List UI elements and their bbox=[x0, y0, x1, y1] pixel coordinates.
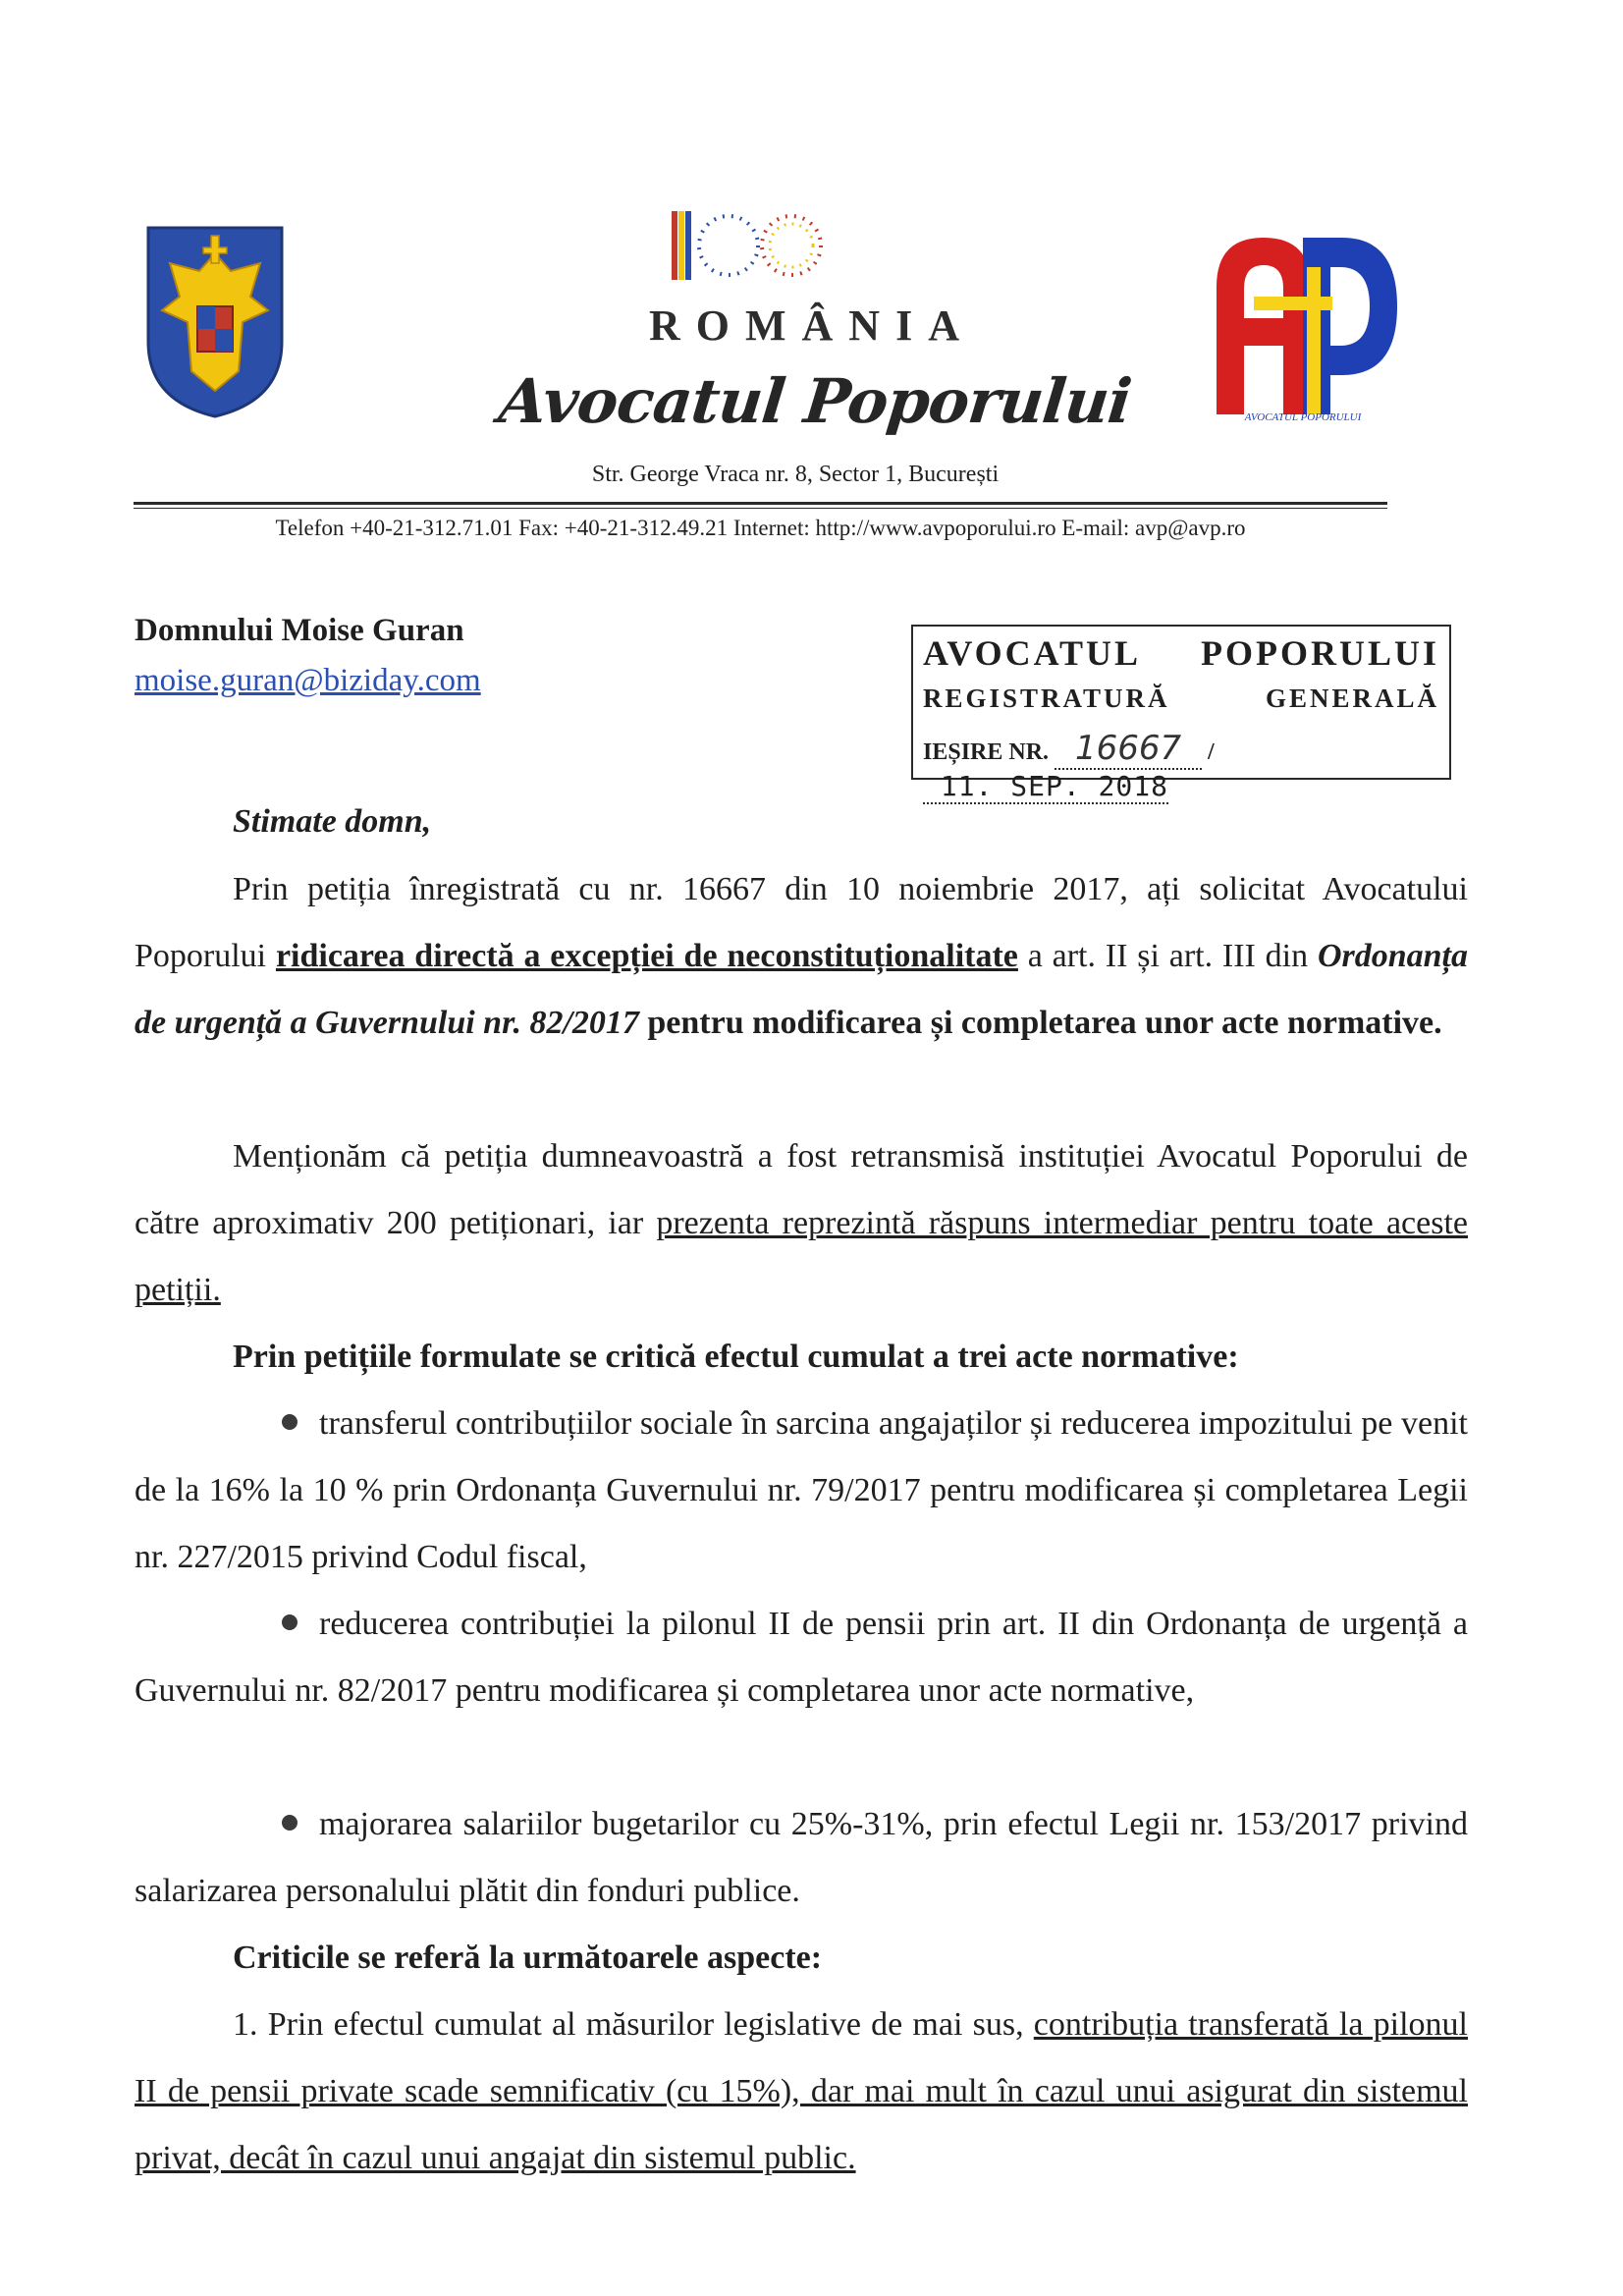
paragraph-5 bbox=[135, 1992, 1468, 2192]
header-rule bbox=[134, 502, 1387, 505]
stamp-word: GENERALĂ bbox=[1265, 683, 1439, 713]
stamp-word: POPORULUI bbox=[1201, 633, 1439, 673]
ap-logo bbox=[1205, 228, 1401, 424]
bullet-dot-icon bbox=[282, 1414, 298, 1430]
bullet-text: reducerea contribuției la pilonul II de pensii prin art. II din Ordonanța de urgență a Guvernului nr. 82/2017 pentru modificarea și completarea unor acte normative, bbox=[135, 1606, 1468, 1709]
bullet-item bbox=[135, 1391, 1468, 1591]
paragraph-3: Prin petițiile formulate se critică efectul cumulat a trei acte normative: bbox=[233, 1339, 1239, 1375]
country-name: ROMÂNIA bbox=[649, 301, 975, 350]
ap-logo-text: AVOCATUL POPORULUI bbox=[1244, 411, 1362, 423]
text-span: Prin petiția înregistrată cu nr. 16667 din 10 noiembrie 2017, ați solicitat Avocatului Poporului bbox=[135, 871, 1468, 974]
romania-coat-of-arms bbox=[144, 224, 286, 420]
bullet-dot-icon bbox=[282, 1815, 298, 1831]
stamp-word: AVOCATUL bbox=[923, 633, 1141, 673]
institution-address: Str. George Vraca nr. 8, Sector 1, București bbox=[591, 462, 1000, 487]
salutation: Stimate domn, bbox=[233, 803, 432, 840]
text-span-underline: contribuția transferată la pilonul II de pensii private scade semnificativ (cu 15%), dar mai mult în cazul unui asigurat din sistemul privat, decât în cazul unui angajat din sistemul public. bbox=[135, 2006, 1468, 2176]
text-span-bold: pentru modificarea și completarea unor acte normative. bbox=[638, 1005, 1442, 1041]
institution-name: Avocatul Poporului bbox=[495, 365, 1135, 437]
text-span: Menționăm că petiția dumneavoastră a fost retransmisă instituției Avocatul Poporului de către aproximativ 200 petiționari, iar bbox=[135, 1138, 1468, 1241]
stamp-exit-label: IEȘIRE NR. bbox=[923, 739, 1050, 765]
paragraph-4: Criticile se referă la următoarele aspecte: bbox=[233, 1940, 823, 1976]
stamp-date: 11. SEP. 2018 bbox=[940, 770, 1168, 802]
bullet-text: transferul contribuțiilor sociale în sarcina angajaților și reducerea impozitului pe venit de la 16% la 10 % prin Ordonanța Guvernului nr. 79/2017 pentru modificarea și completarea Legii nr. 227/2015 privind Codul fiscal, bbox=[135, 1405, 1468, 1575]
stamp-line-1 bbox=[923, 632, 1439, 674]
recipient-email-link[interactable]: moise.guran@biziday.com bbox=[135, 663, 481, 698]
bullet-text: majorarea salariilor bugetarilor cu 25%-31%, prin efectul Legii nr. 153/2017 privind salarizarea personalului plătit din fonduri publice. bbox=[135, 1806, 1468, 1909]
stamp-line-3: IEȘIRE NR. 16667 / 11. SEP. 2018 bbox=[923, 729, 1215, 802]
text-span: a art. II și art. III din bbox=[1017, 938, 1318, 974]
bullet-dot-icon bbox=[282, 1614, 298, 1630]
centenary-logo bbox=[668, 201, 835, 290]
text-span-bold-underline: ridicarea directă a excepției de neconstituționalitate bbox=[275, 938, 1018, 974]
text-span-underline: prezenta reprezintă răspuns intermediar pentru toate aceste petiții. bbox=[135, 1205, 1468, 1308]
text-span-bold-italic: Ordonanța de urgență a Guvernului nr. 82/2017 bbox=[135, 938, 1468, 1041]
stamp-word: REGISTRATURĂ bbox=[923, 683, 1170, 713]
stamp-number: 16667 bbox=[1074, 729, 1182, 768]
contact-line: Telefon +40-21-312.71.01 Fax: +40-21-312.49.21 Internet: http://www.avpoporului.ro E-mail: avp@avp.ro bbox=[275, 516, 1246, 540]
header-rule-thin bbox=[134, 508, 1387, 509]
bullet-item bbox=[135, 1791, 1468, 1925]
recipient-name: Domnului Moise Guran bbox=[135, 613, 464, 648]
paragraph-2 bbox=[135, 1123, 1468, 1324]
bullet-item bbox=[135, 1591, 1468, 1724]
text-span: 1. Prin efectul cumulat al măsurilor legislative de mai sus, bbox=[233, 2006, 1034, 2043]
registry-stamp bbox=[911, 625, 1451, 802]
paragraph-1 bbox=[135, 856, 1468, 1057]
stamp-line-2 bbox=[923, 683, 1439, 714]
